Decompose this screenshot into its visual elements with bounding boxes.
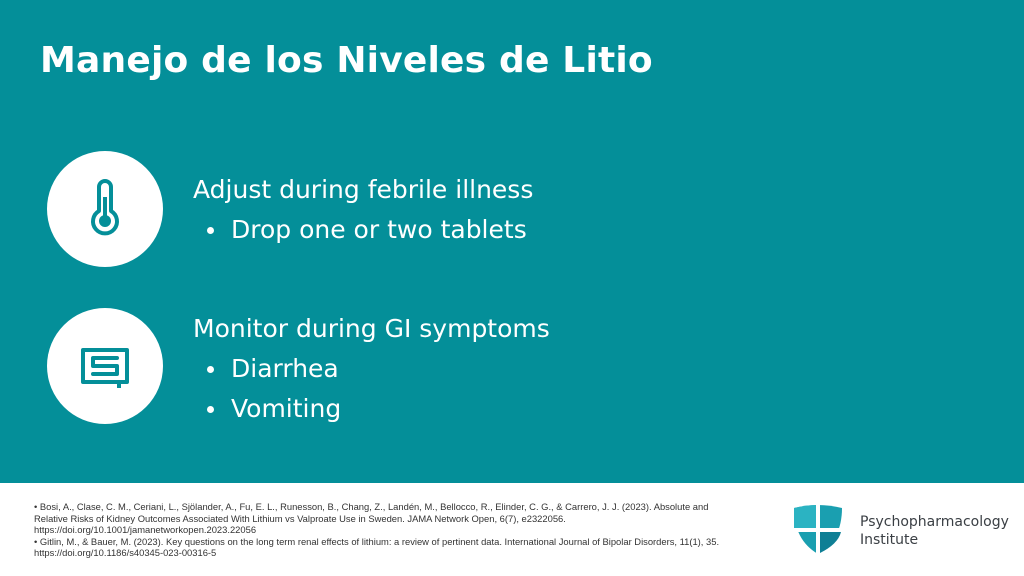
brand-name [860,513,1009,549]
bullet-dot-icon [207,366,214,373]
point-gi-symptoms [193,312,550,432]
brand-line: Institute [860,532,919,548]
point-heading: Adjust during febrile illness [193,175,534,204]
brand-line: Psychopharmacology [860,514,1009,530]
thermometer-icon [87,179,123,239]
intestine-icon [77,344,133,388]
bullet-item [207,392,550,426]
bullet-dot-icon [207,227,214,234]
point-heading: Monitor during GI symptoms [193,314,550,343]
bullet-item [207,213,533,247]
footer [0,483,1024,576]
thermometer-icon-circle [47,151,163,267]
intestine-icon-circle [47,308,163,424]
bullet-dot-icon [207,406,214,413]
bullet-text: Diarrhea [231,354,339,383]
reference-item: • Bosi, A., Clase, C. M., Ceriani, L., Sjölander, A., Fu, E. L., Runesson, B., Chang, Z., Landén, M., Bellocco, R., Elinder, C. G., & Carrero, J. J. (2023). Absolute and Relative Risks of Kidney Outcomes Associated With Lithium vs Valproate Use in Sweden. JAMA Network Open, 6(7), e2322056. https://doi.org/10.1001/jamanetworkopen.2023.22056 [34,501,709,535]
bullet-text: Vomiting [231,394,342,423]
references [34,501,734,559]
point-febrile-illness [193,173,533,253]
slide-title: Manejo de los Niveles de Litio [40,40,653,81]
shield-logo-icon [792,504,844,556]
bullet-item [207,352,550,386]
reference-item: • Gitlin, M., & Bauer, M. (2023). Key questions on the long term renal effects of lithium: a review of pertinent data. International Journal of Bipolar Disorders, 11(1), 35. https://doi.org/10.1186/s40345-023-00316-5 [34,535,720,558]
bullet-text: Drop one or two tablets [231,215,527,244]
